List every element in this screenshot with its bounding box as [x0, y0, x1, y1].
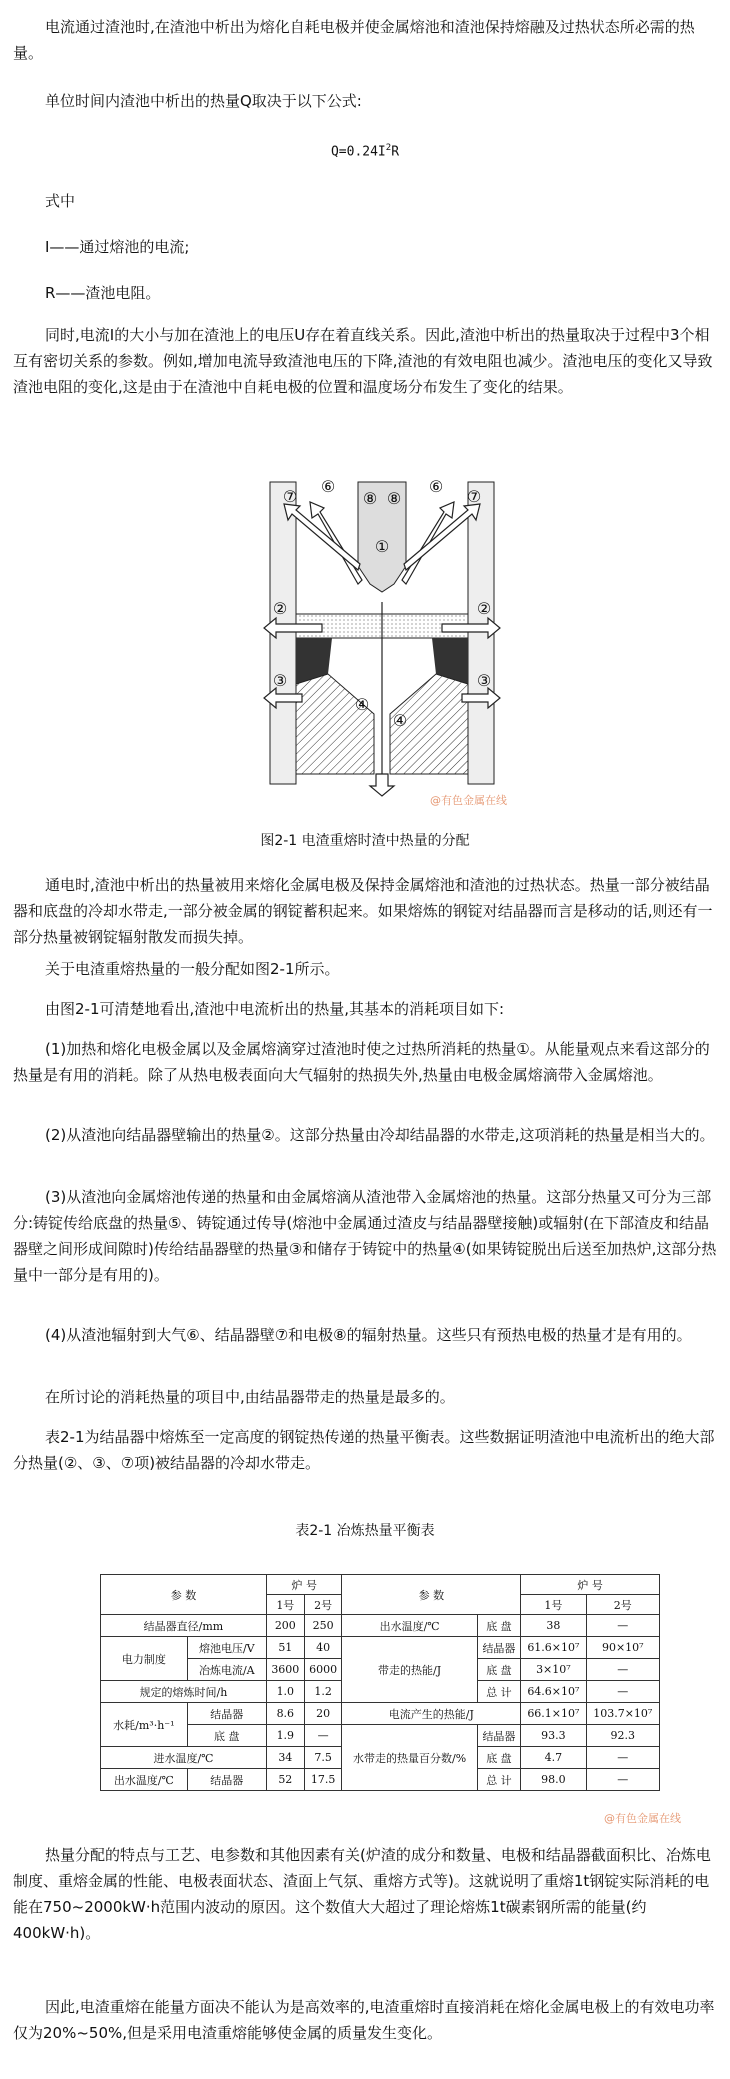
table-cell: 6000 — [304, 1659, 342, 1681]
table-cell: 17.5 — [304, 1769, 342, 1791]
table-cell: 3×10⁷ — [521, 1659, 586, 1681]
table-cell: 总 计 — [477, 1769, 520, 1791]
formula-resistance: R — [391, 144, 400, 160]
header-no1-right: 1号 — [521, 1595, 586, 1615]
table-cell: 带走的热能/J — [342, 1637, 477, 1703]
table-cell: 结晶器 — [187, 1703, 266, 1725]
label-8-right: ⑧ — [386, 489, 402, 508]
header-no2-right: 2号 — [586, 1595, 659, 1615]
table-cell: — — [586, 1615, 659, 1637]
label-3-left: ③ — [272, 671, 288, 690]
paragraph-formula-lead: 单位时间内渣池中析出的热量Q取决于以下公式: — [45, 92, 362, 110]
table-cell: 7.5 — [304, 1747, 342, 1769]
table-cell: 电力制度 — [101, 1637, 188, 1681]
ingot-left — [296, 674, 374, 774]
table-row — [101, 1637, 660, 1659]
table-row — [101, 1615, 660, 1637]
label-4-right: ④ — [392, 711, 408, 730]
list-item-3: (3)从渣池向金属熔池传递的热量和由金属熔滴从渣池带入金属熔池的热量。这部分热量又可分为三部分:铸锭传给底盘的热量⑤、铸锭通过传导(熔池中金属通过渣皮与结晶器壁接触)或辐射(在下部渣皮和结晶器壁之间形成间隙时)传给结晶器壁的热量③和储存于铸锭中的热量④(如果铸锭脱出后送至加热炉,这部分热量中一部分是有用的)。 — [13, 1188, 717, 1284]
table-cell: 200 — [266, 1615, 304, 1637]
table-row — [101, 1703, 660, 1725]
label-2-left: ② — [272, 599, 288, 618]
table-cell: 底 盘 — [477, 1747, 520, 1769]
figure-watermark: @有色金属在线 — [430, 794, 507, 807]
table-cell: 34 — [266, 1747, 304, 1769]
table-watermark: @有色金属在线 — [604, 1812, 681, 1825]
table-cell: 250 — [304, 1615, 342, 1637]
table-cell: — — [586, 1769, 659, 1791]
where-label: 式中 — [45, 192, 76, 210]
table-cell: 底 盘 — [477, 1659, 520, 1681]
label-3-right: ③ — [476, 671, 492, 690]
list-item-4: (4)从渣池辐射到大气⑥、结晶器壁⑦和电极⑧的辐射热量。这些只有预热电极的热量才是有用的。 — [45, 1326, 692, 1344]
header-param-right: 参 数 — [342, 1575, 521, 1615]
table-cell: — — [586, 1747, 659, 1769]
table-cell: 4.7 — [521, 1747, 586, 1769]
table-cell: 1.9 — [266, 1725, 304, 1747]
table-cell: 20 — [304, 1703, 342, 1725]
definition-current: I——通过熔池的电流; — [45, 238, 190, 256]
definition-resistance: R——渣池电阻。 — [45, 284, 161, 302]
paragraph-mould-heat: 在所讨论的消耗热量的项目中,由结晶器带走的热量是最多的。 — [45, 1388, 455, 1406]
table-cell: 底 盘 — [187, 1725, 266, 1747]
table-cell: 总 计 — [477, 1681, 520, 1703]
table-cell: 结晶器直径/mm — [101, 1615, 267, 1637]
label-8-left: ⑧ — [362, 489, 378, 508]
table-cell: 底 盘 — [477, 1615, 520, 1637]
heat-balance-table — [100, 1574, 660, 1791]
list-item-1: (1)加热和熔化电极金属以及金属熔滴穿过渣池时使之过热所消耗的热量①。从能量观点来看这部分的热量是有用的消耗。除了从热电极表面向大气辐射的热损失外,热量由电极金属熔滴带入金属熔池。 — [13, 1040, 710, 1084]
table-cell: — — [304, 1725, 342, 1747]
paragraph-consumption-intro: 由图2-1可清楚地看出,渣池中电流析出的热量,其基本的消耗项目如下: — [45, 1000, 505, 1018]
label-2-right: ② — [476, 599, 492, 618]
table-cell: — — [586, 1659, 659, 1681]
paragraph-efficiency: 因此,电渣重熔在能量方面决不能认为是高效率的,电渣重熔时直接消耗在熔化金属电极上的有效电功率仅为20%~50%,但是采用电渣重熔能够使金属的质量发生变化。 — [13, 1998, 715, 2042]
header-param-left: 参 数 — [101, 1575, 267, 1615]
table-cell: — — [586, 1681, 659, 1703]
header-furnace-left: 炉 号 — [266, 1575, 342, 1595]
paragraph-heat-usage: 通电时,渣池中析出的热量被用来熔化金属电极及保持金属熔池和渣池的过热状态。热量一部分被结晶器和底盘的冷却水带走,一部分被金属的钢锭蓄积起来。如果熔炼的钢锭对结晶器而言是移动的话,则还有一部分热量被钢锭辐射散发而损失掉。 — [13, 876, 713, 946]
table-cell: 64.6×10⁷ — [521, 1681, 586, 1703]
heat-formula — [0, 143, 730, 159]
list-item-2: (2)从渣池向结晶器壁输出的热量②。这部分热量由冷却结晶器的水带走,这项消耗的热量是相当大的。 — [45, 1126, 715, 1144]
table-cell: 98.0 — [521, 1769, 586, 1791]
figure-caption: 图2-1 电渣重熔时渣中热量的分配 — [260, 833, 470, 849]
label-4: ④ — [354, 695, 370, 714]
label-7-right: ⑦ — [466, 487, 482, 506]
table-cell: 1.2 — [304, 1681, 342, 1703]
table-cell: 1.0 — [266, 1681, 304, 1703]
paragraph-figure-ref: 关于电渣重熔热量的一般分配如图2-1所示。 — [45, 960, 340, 978]
table-cell: 38 — [521, 1615, 586, 1637]
header-no1-left: 1号 — [266, 1595, 304, 1615]
label-6-left: ⑥ — [320, 477, 336, 496]
paragraph-voltage: 同时,电流I的大小与加在渣池上的电压U存在着直线关系。因此,渣池中析出的热量取决于过程中3个相互有密切关系的参数。例如,增加电流导致渣池电压的下降,渣池的有效电阻也减少。渣池电压的变化又导致渣池电阻的变化,这是由于在渣池中自耗电极的位置和温度场分布发生了变化的结果。 — [13, 326, 713, 396]
table-cell: 61.6×10⁷ — [521, 1637, 586, 1659]
table-cell: 51 — [266, 1637, 304, 1659]
label-7-left: ⑦ — [282, 487, 298, 506]
table-cell: 规定的熔炼时间/h — [101, 1681, 267, 1703]
table-cell: 出水温度/℃ — [342, 1615, 477, 1637]
heat-distribution-diagram — [262, 474, 502, 797]
table-cell: 结晶器 — [477, 1637, 520, 1659]
paragraph-table-intro: 表2-1为结晶器中熔炼至一定高度的钢锭热传递的热量平衡表。这些数据证明渣池中电流析出的绝大部分热量(②、③、⑦项)被结晶器的冷却水带走。 — [13, 1428, 715, 1472]
table-cell: 结晶器 — [187, 1769, 266, 1791]
table-cell: 3600 — [266, 1659, 304, 1681]
paragraph-distribution-factors: 热量分配的特点与工艺、电参数和其他因素有关(炉渣的成分和数量、电极和结晶器截面积比、冶炼电制度、重熔金属的性能、电极表面状态、渣面上气氛、重熔方式等)。这就说明了重熔1t钢锭实际消耗的电能在750~2000kW·h范围内波动的原因。这个数值大大超过了理论熔炼1t碳素钢所需的能量(约400kW·h)。 — [13, 1846, 711, 1942]
header-furnace-right: 炉 号 — [521, 1575, 660, 1595]
table-cell: 40 — [304, 1637, 342, 1659]
table-cell: 水耗/m³·h⁻¹ — [101, 1703, 188, 1747]
table-cell: 冶炼电流/A — [187, 1659, 266, 1681]
formula-body: Q=0.24I — [330, 144, 386, 160]
table-cell: 52 — [266, 1769, 304, 1791]
paragraph-intro: 电流通过渣池时,在渣池中析出为熔化自耗电极并使金属熔池和渣池保持熔融及过热状态所必需的热量。 — [13, 18, 695, 62]
table-cell: 93.3 — [521, 1725, 586, 1747]
table-cell: 结晶器 — [477, 1725, 520, 1747]
table-header-row — [101, 1575, 660, 1595]
table-cell: 电流产生的热能/J — [342, 1703, 521, 1725]
label-1: ① — [374, 537, 390, 556]
table-cell: 66.1×10⁷ — [521, 1703, 586, 1725]
table-caption: 表2-1 冶炼热量平衡表 — [295, 1523, 435, 1539]
label-6-right: ⑥ — [428, 477, 444, 496]
table-cell: 103.7×10⁷ — [586, 1703, 659, 1725]
table-cell: 8.6 — [266, 1703, 304, 1725]
table-cell: 熔池电压/V — [187, 1637, 266, 1659]
formula-exponent: 2 — [385, 143, 392, 153]
header-no2-left: 2号 — [304, 1595, 342, 1615]
table-cell: 92.3 — [586, 1725, 659, 1747]
table-cell: 水带走的热量百分数/% — [342, 1725, 477, 1791]
table-cell: 90×10⁷ — [586, 1637, 659, 1659]
table-cell: 出水温度/℃ — [101, 1769, 188, 1791]
table-cell: 进水温度/℃ — [101, 1747, 267, 1769]
